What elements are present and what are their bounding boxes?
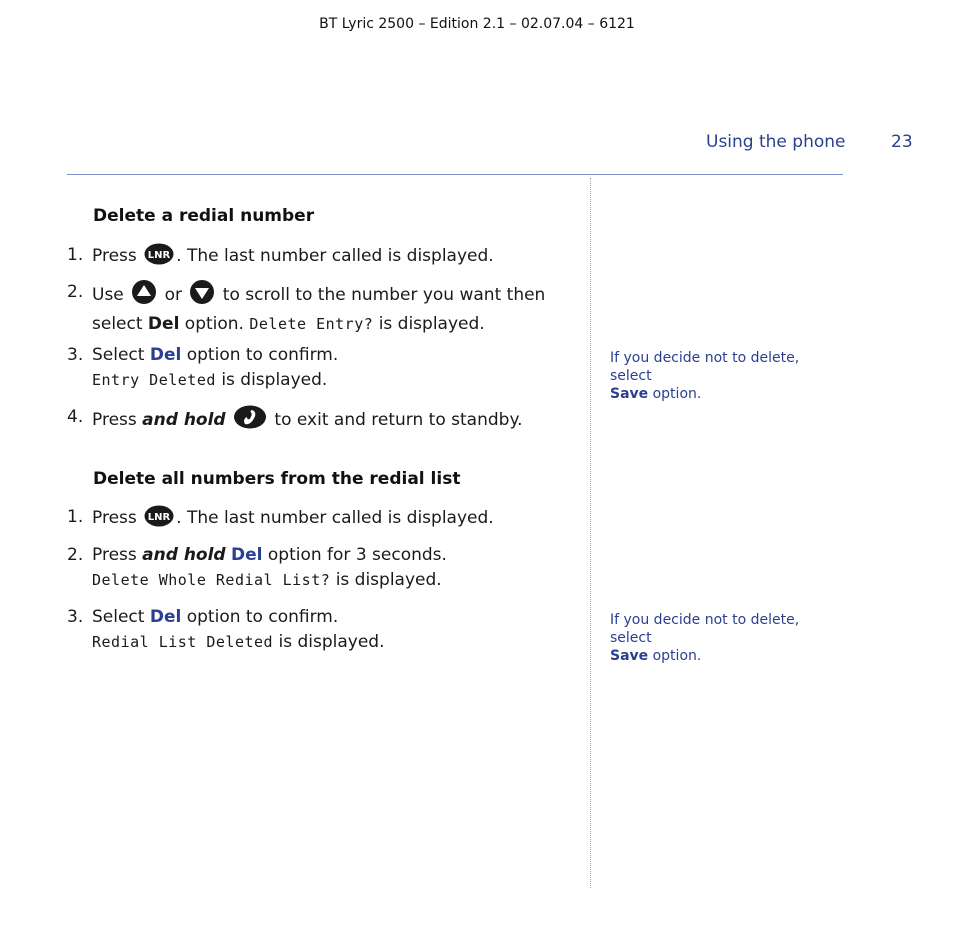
- step-1-4: 4. Press and hold to exit and return to standby.: [67, 405, 577, 437]
- step-2-3: 3. Select Del option to confirm. Redial List Deleted is displayed.: [67, 607, 385, 652]
- step-1-1: 1. Press LNR . The last number called is displayed.: [67, 243, 577, 273]
- step-number: 4.: [67, 407, 84, 427]
- document-reference: BT Lyric 2500 – Edition 2.1 – 02.07.04 – 6121: [319, 16, 635, 32]
- running-title: Using the phone: [706, 132, 846, 152]
- lnr-key-icon: [144, 505, 174, 535]
- display-text: Delete Whole Redial List?: [92, 571, 331, 589]
- side-note-cancel-delete: If you decide not to delete, select Save option.: [610, 350, 800, 402]
- step-1-3: 3. Select Del option to confirm. Entry Deleted is displayed.: [67, 345, 339, 390]
- display-text: Entry Deleted: [92, 371, 216, 389]
- step-number: 3.: [67, 607, 84, 627]
- column-divider: [590, 178, 591, 888]
- step-number: 3.: [67, 345, 84, 365]
- end-call-key-icon: [233, 405, 267, 437]
- step-number: 1.: [67, 507, 84, 527]
- section-heading-delete-redial: Delete a redial number: [93, 206, 315, 226]
- step-number: 2.: [67, 545, 84, 565]
- step-2-1: 1. Press LNR . The last number called is displayed.: [67, 505, 577, 535]
- display-text: Delete Entry?: [249, 315, 374, 333]
- step-number: 2.: [67, 282, 84, 302]
- down-arrow-key-icon: [189, 280, 215, 312]
- step-2-2: 2. Press and hold Del option for 3 seconds. Delete Whole Redial List? is displayed.: [67, 545, 447, 590]
- step-number: 1.: [67, 245, 84, 265]
- display-text: Redial List Deleted: [92, 633, 274, 651]
- lnr-key-icon: [144, 243, 174, 273]
- svg-text:LNR: LNR: [147, 250, 171, 261]
- up-arrow-key-icon: [131, 280, 157, 312]
- side-note-cancel-delete-all: If you decide not to delete, select Save option.: [610, 612, 800, 664]
- svg-text:LNR: LNR: [147, 512, 171, 523]
- section-heading-delete-all: Delete all numbers from the redial list: [93, 469, 461, 489]
- step-1-2: 2. Use or to scroll to the number you want then select Del option. Delete Entry? is displayed.: [67, 282, 546, 334]
- page-number: 23: [891, 132, 913, 152]
- header-divider: [67, 174, 843, 175]
